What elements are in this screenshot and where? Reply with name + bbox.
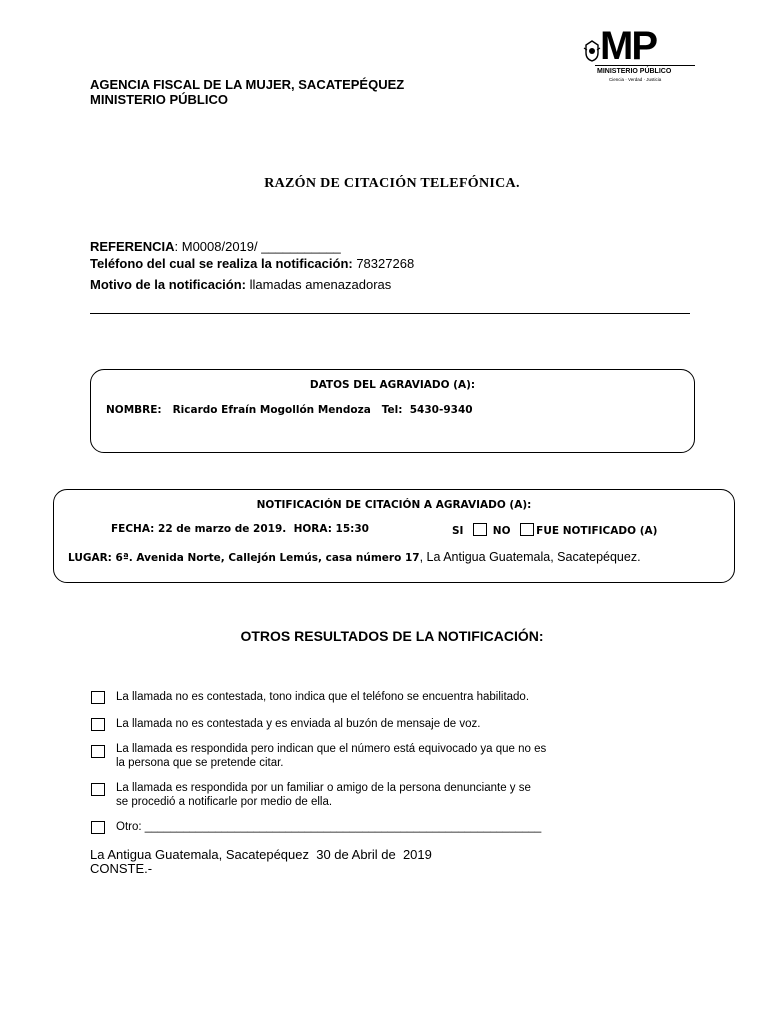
result-checkbox[interactable] xyxy=(91,783,105,796)
motivo-line xyxy=(90,277,391,292)
result-text: La llamada no es contestada y es enviada al buzón de mensaje de voz. xyxy=(116,718,481,730)
result-text: La llamada es respondida pero indican que el número está equivocado ya que no es xyxy=(116,743,547,755)
otros-heading: OTROS RESULTADOS DE LA NOTIFICACIÓN: xyxy=(240,628,544,644)
si-label: SI xyxy=(452,525,464,537)
agency-header xyxy=(90,77,404,107)
notificacion-heading: NOTIFICACIÓN DE CITACIÓN A AGRAVIADO (A): xyxy=(256,499,532,511)
telefono-value: 78327268 xyxy=(352,256,415,271)
document-title: RAZÓN DE CITACIÓN TELEFÓNICA. xyxy=(264,176,520,191)
logo-name: MINISTERIO PÚBLICO xyxy=(597,68,672,75)
si-checkbox[interactable] xyxy=(473,523,487,536)
coat-of-arms-icon xyxy=(583,40,601,62)
result-checkbox[interactable] xyxy=(91,821,105,834)
agraviado-box xyxy=(90,369,695,453)
telefono-line xyxy=(90,256,414,271)
ministry-name: MINISTERIO PÚBLICO xyxy=(90,92,228,107)
result-checkbox[interactable] xyxy=(91,745,105,758)
footer xyxy=(90,848,432,876)
referencia-value: : M0008/2019/ ___________ xyxy=(174,239,341,254)
notificacion-box xyxy=(53,489,735,583)
result-text-cont: se procedió a notificarle por medio de ella. xyxy=(116,796,333,808)
agency-name: AGENCIA FISCAL DE LA MUJER, SACATEPÉQUEZ xyxy=(90,77,405,92)
lugar-line xyxy=(68,548,641,566)
result-checkbox[interactable] xyxy=(91,691,105,704)
no-checkbox[interactable] xyxy=(520,523,534,536)
motivo-label: Motivo de la notificación: xyxy=(90,277,247,292)
conste: CONSTE.- xyxy=(90,861,153,876)
fue-notificado-label: FUE NOTIFICADO (A) xyxy=(536,525,658,537)
mp-logo xyxy=(583,24,698,86)
logo-letters: MP xyxy=(600,24,656,68)
logo-motto: Ciencia · Verdad · Justicia xyxy=(609,77,662,82)
lugar-city: , La Antigua Guatemala, Sacatepéquez. xyxy=(419,550,641,564)
otro-text: Otro: ______________________________________________________________ xyxy=(116,821,542,833)
divider-line xyxy=(90,313,690,314)
place-date: La Antigua Guatemala, Sacatepéquez 30 de Abril de 2019 xyxy=(90,847,432,862)
notified-options xyxy=(452,523,657,537)
fecha-hora: FECHA: 22 de marzo de 2019. HORA: 15:30 xyxy=(111,523,369,535)
no-label: NO xyxy=(492,525,511,537)
motivo-value: llamadas amenazadoras xyxy=(246,277,392,292)
result-text-cont: la persona que se pretende citar. xyxy=(116,757,284,769)
agraviado-name-line: NOMBRE: Ricardo Efraín Mogollón Mendoza Tel: 5430-9340 xyxy=(106,404,473,416)
agraviado-heading: DATOS DEL AGRAVIADO (A): xyxy=(309,379,476,391)
lugar-label: LUGAR: 6ª. Avenida Norte, Callejón Lemús, casa número 17 xyxy=(68,552,420,564)
result-text: La llamada no es contestada, tono indica que el teléfono se encuentra habilitado. xyxy=(116,691,530,703)
referencia-line xyxy=(90,239,341,254)
result-checkbox[interactable] xyxy=(91,718,105,731)
result-text: La llamada es respondida por un familiar o amigo de la persona denunciante y se xyxy=(116,782,531,794)
referencia-label: REFERENCIA xyxy=(90,239,175,254)
telefono-label: Teléfono del cual se realiza la notificación: xyxy=(90,256,353,271)
